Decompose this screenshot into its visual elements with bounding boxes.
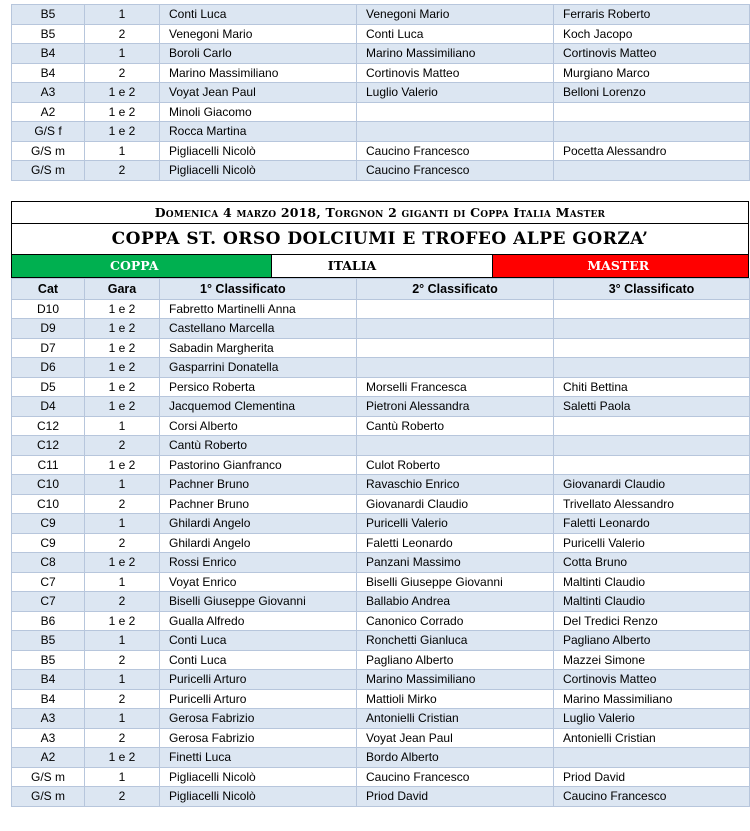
header-first: 1° Classificato: [160, 278, 357, 299]
header-cat: Cat: [12, 278, 85, 299]
table-row: [12, 533, 750, 553]
gara-cell: 2: [85, 494, 160, 514]
first-place-cell: Voyat Enrico: [160, 572, 357, 592]
table-row: [12, 787, 750, 807]
third-place-cell: Maltinti Claudio: [554, 572, 750, 592]
header-gara: Gara: [85, 278, 160, 299]
cat-cell: G/S m: [12, 787, 85, 807]
table-row: [12, 436, 750, 456]
third-place-cell: [554, 748, 750, 768]
cat-cell: B5: [12, 631, 85, 651]
third-place-cell: Murgiano Marco: [554, 63, 750, 83]
gara-cell: 1: [85, 141, 160, 161]
table-row: [12, 141, 750, 161]
cat-cell: A3: [12, 83, 85, 103]
cat-cell: D9: [12, 319, 85, 339]
third-place-cell: Trivellato Alessandro: [554, 494, 750, 514]
second-place-cell: [357, 299, 554, 319]
gara-cell: 1: [85, 5, 160, 25]
third-place-cell: Del Tredici Renzo: [554, 611, 750, 631]
table-row: [12, 689, 750, 709]
third-place-cell: [554, 299, 750, 319]
gara-cell: 1 e 2: [85, 122, 160, 142]
gara-cell: 1 e 2: [85, 455, 160, 475]
first-place-cell: Minoli Giacomo: [160, 102, 357, 122]
gara-cell: 2: [85, 24, 160, 44]
first-place-cell: Finetti Luca: [160, 748, 357, 768]
gara-cell: 2: [85, 161, 160, 181]
cat-cell: D6: [12, 358, 85, 378]
table-row: [12, 475, 750, 495]
third-place-cell: Giovanardi Claudio: [554, 475, 750, 495]
third-place-cell: Chiti Bettina: [554, 377, 750, 397]
third-place-cell: Koch Jacopo: [554, 24, 750, 44]
table-row: [12, 63, 750, 83]
cat-cell: D10: [12, 299, 85, 319]
trophy-title: COPPA ST. ORSO DOLCIUMI E TROFEO ALPE GORZA’: [11, 224, 749, 255]
first-place-cell: Ghilardi Angelo: [160, 514, 357, 534]
results-table: [11, 278, 750, 807]
third-place-cell: Saletti Paola: [554, 397, 750, 417]
first-place-cell: Rocca Martina: [160, 122, 357, 142]
first-place-cell: Conti Luca: [160, 631, 357, 651]
first-place-cell: Pigliacelli Nicolò: [160, 161, 357, 181]
first-place-cell: Venegoni Mario: [160, 24, 357, 44]
second-place-cell: Puricelli Valerio: [357, 514, 554, 534]
cat-cell: C11: [12, 455, 85, 475]
first-place-cell: Jacquemod Clementina: [160, 397, 357, 417]
gara-cell: 1: [85, 475, 160, 495]
third-place-cell: Faletti Leonardo: [554, 514, 750, 534]
cat-cell: B5: [12, 5, 85, 25]
cat-cell: A3: [12, 709, 85, 729]
gara-cell: 1 e 2: [85, 377, 160, 397]
gara-cell: 1: [85, 416, 160, 436]
first-place-cell: Gerosa Fabrizio: [160, 709, 357, 729]
cat-cell: G/S f: [12, 122, 85, 142]
second-place-cell: Marino Massimiliano: [357, 670, 554, 690]
cat-cell: D4: [12, 397, 85, 417]
gara-cell: 1: [85, 572, 160, 592]
gara-cell: 1 e 2: [85, 83, 160, 103]
cat-cell: C10: [12, 475, 85, 495]
third-place-cell: Caucino Francesco: [554, 787, 750, 807]
first-place-cell: Biselli Giuseppe Giovanni: [160, 592, 357, 612]
gara-cell: 1 e 2: [85, 299, 160, 319]
first-place-cell: Cantù Roberto: [160, 436, 357, 456]
cat-cell: B4: [12, 44, 85, 64]
third-place-cell: [554, 416, 750, 436]
gara-cell: 1 e 2: [85, 102, 160, 122]
cat-cell: D7: [12, 338, 85, 358]
band-italia: ITALIA: [271, 255, 494, 277]
table-row: [12, 631, 750, 651]
gara-cell: 1: [85, 670, 160, 690]
gara-cell: 1 e 2: [85, 319, 160, 339]
first-place-cell: Pigliacelli Nicolò: [160, 141, 357, 161]
race-title: Domenica 4 marzo 2018, Torgnon 2 giganti di Coppa Italia Master: [11, 201, 749, 224]
table-row: [12, 299, 750, 319]
cat-cell: C8: [12, 553, 85, 573]
third-place-cell: Pagliano Alberto: [554, 631, 750, 651]
first-place-cell: Sabadin Margherita: [160, 338, 357, 358]
gara-cell: 1 e 2: [85, 611, 160, 631]
second-place-cell: [357, 358, 554, 378]
gara-cell: 1 e 2: [85, 748, 160, 768]
third-place-cell: Antonielli Cristian: [554, 728, 750, 748]
table-header-row: [12, 278, 750, 299]
cat-cell: C7: [12, 592, 85, 612]
first-place-cell: Conti Luca: [160, 5, 357, 25]
second-place-cell: Culot Roberto: [357, 455, 554, 475]
first-place-cell: Pastorino Gianfranco: [160, 455, 357, 475]
cat-cell: G/S m: [12, 141, 85, 161]
second-place-cell: Marino Massimiliano: [357, 44, 554, 64]
third-place-cell: Maltinti Claudio: [554, 592, 750, 612]
third-place-cell: [554, 319, 750, 339]
cat-cell: C7: [12, 572, 85, 592]
cat-cell: C9: [12, 514, 85, 534]
gara-cell: 2: [85, 592, 160, 612]
cat-cell: B4: [12, 670, 85, 690]
table-row: [12, 709, 750, 729]
table-row: [12, 670, 750, 690]
cat-cell: C9: [12, 533, 85, 553]
table-row: [12, 553, 750, 573]
third-place-cell: Luglio Valerio: [554, 709, 750, 729]
second-place-cell: Cortinovis Matteo: [357, 63, 554, 83]
header-second: 2° Classificato: [357, 278, 554, 299]
cat-cell: B5: [12, 650, 85, 670]
first-place-cell: Gualla Alfredo: [160, 611, 357, 631]
second-place-cell: Ronchetti Gianluca: [357, 631, 554, 651]
table-row: [12, 494, 750, 514]
first-place-cell: Corsi Alberto: [160, 416, 357, 436]
previous-results-table: [11, 4, 750, 181]
third-place-cell: Cortinovis Matteo: [554, 44, 750, 64]
second-place-cell: Panzani Massimo: [357, 553, 554, 573]
band-coppa: COPPA: [12, 255, 271, 277]
table-row: [12, 83, 750, 103]
gara-cell: 2: [85, 63, 160, 83]
table-row: [12, 377, 750, 397]
second-place-cell: Cantù Roberto: [357, 416, 554, 436]
first-place-cell: Castellano Marcella: [160, 319, 357, 339]
third-place-cell: [554, 122, 750, 142]
second-place-cell: Caucino Francesco: [357, 161, 554, 181]
table-row: [12, 728, 750, 748]
gara-cell: 2: [85, 787, 160, 807]
third-place-cell: [554, 455, 750, 475]
second-place-cell: Mattioli Mirko: [357, 689, 554, 709]
cat-cell: C12: [12, 416, 85, 436]
cat-cell: G/S m: [12, 161, 85, 181]
cat-cell: B4: [12, 63, 85, 83]
cat-cell: C12: [12, 436, 85, 456]
gara-cell: 1: [85, 709, 160, 729]
second-place-cell: Faletti Leonardo: [357, 533, 554, 553]
third-place-cell: [554, 436, 750, 456]
third-place-cell: Ferraris Roberto: [554, 5, 750, 25]
third-place-cell: Priod David: [554, 767, 750, 787]
second-place-cell: Caucino Francesco: [357, 767, 554, 787]
table-row: [12, 592, 750, 612]
cat-cell: B4: [12, 689, 85, 709]
gara-cell: 1 e 2: [85, 358, 160, 378]
second-place-cell: Priod David: [357, 787, 554, 807]
third-place-cell: [554, 338, 750, 358]
third-place-cell: Mazzei Simone: [554, 650, 750, 670]
gara-cell: 1: [85, 514, 160, 534]
gara-cell: 1 e 2: [85, 553, 160, 573]
second-place-cell: Ballabio Andrea: [357, 592, 554, 612]
cat-cell: A2: [12, 748, 85, 768]
table-row: [12, 514, 750, 534]
cat-cell: G/S m: [12, 767, 85, 787]
cat-cell: B6: [12, 611, 85, 631]
table-row: [12, 122, 750, 142]
second-place-cell: Caucino Francesco: [357, 141, 554, 161]
second-place-cell: [357, 436, 554, 456]
third-place-cell: [554, 161, 750, 181]
second-place-cell: [357, 338, 554, 358]
gara-cell: 1 e 2: [85, 397, 160, 417]
gara-cell: 2: [85, 436, 160, 456]
table-row: [12, 572, 750, 592]
first-place-cell: Voyat Jean Paul: [160, 83, 357, 103]
table-row: [12, 102, 750, 122]
table-row: [12, 416, 750, 436]
third-place-cell: Marino Massimiliano: [554, 689, 750, 709]
table-row: [12, 397, 750, 417]
first-place-cell: Ghilardi Angelo: [160, 533, 357, 553]
third-place-cell: Puricelli Valerio: [554, 533, 750, 553]
first-place-cell: Rossi Enrico: [160, 553, 357, 573]
second-place-cell: [357, 102, 554, 122]
gara-cell: 1 e 2: [85, 338, 160, 358]
second-place-cell: Pagliano Alberto: [357, 650, 554, 670]
table-row: [12, 455, 750, 475]
second-place-cell: Biselli Giuseppe Giovanni: [357, 572, 554, 592]
first-place-cell: Puricelli Arturo: [160, 689, 357, 709]
first-place-cell: Boroli Carlo: [160, 44, 357, 64]
first-place-cell: Pigliacelli Nicolò: [160, 787, 357, 807]
second-place-cell: Pietroni Alessandra: [357, 397, 554, 417]
table-row: [12, 44, 750, 64]
cat-cell: B5: [12, 24, 85, 44]
first-place-cell: Fabretto Martinelli Anna: [160, 299, 357, 319]
table-row: [12, 611, 750, 631]
second-place-cell: Bordo Alberto: [357, 748, 554, 768]
table-row: [12, 5, 750, 25]
gara-cell: 1: [85, 631, 160, 651]
table-row: [12, 748, 750, 768]
third-place-cell: Cortinovis Matteo: [554, 670, 750, 690]
first-place-cell: Conti Luca: [160, 650, 357, 670]
second-place-cell: Canonico Corrado: [357, 611, 554, 631]
third-place-cell: Belloni Lorenzo: [554, 83, 750, 103]
second-place-cell: Giovanardi Claudio: [357, 494, 554, 514]
gara-cell: 1: [85, 767, 160, 787]
first-place-cell: Marino Massimiliano: [160, 63, 357, 83]
third-place-cell: Cotta Bruno: [554, 553, 750, 573]
third-place-cell: [554, 358, 750, 378]
header-third: 3° Classificato: [554, 278, 750, 299]
second-place-cell: [357, 122, 554, 142]
second-place-cell: Morselli Francesca: [357, 377, 554, 397]
first-place-cell: Pachner Bruno: [160, 494, 357, 514]
cat-cell: D5: [12, 377, 85, 397]
cat-cell: A2: [12, 102, 85, 122]
gara-cell: 2: [85, 728, 160, 748]
band-master: MASTER: [493, 255, 748, 277]
race-header: [11, 201, 749, 278]
flag-band: [11, 255, 749, 278]
first-place-cell: Pachner Bruno: [160, 475, 357, 495]
second-place-cell: Ravaschio Enrico: [357, 475, 554, 495]
table-row: [12, 358, 750, 378]
first-place-cell: Gerosa Fabrizio: [160, 728, 357, 748]
cat-cell: C10: [12, 494, 85, 514]
second-place-cell: Luglio Valerio: [357, 83, 554, 103]
cat-cell: A3: [12, 728, 85, 748]
third-place-cell: [554, 102, 750, 122]
second-place-cell: Venegoni Mario: [357, 5, 554, 25]
second-place-cell: Voyat Jean Paul: [357, 728, 554, 748]
table-row: [12, 161, 750, 181]
gara-cell: 1: [85, 44, 160, 64]
gara-cell: 2: [85, 689, 160, 709]
gara-cell: 2: [85, 533, 160, 553]
table-row: [12, 319, 750, 339]
first-place-cell: Pigliacelli Nicolò: [160, 767, 357, 787]
second-place-cell: [357, 319, 554, 339]
first-place-cell: Gasparrini Donatella: [160, 358, 357, 378]
first-place-cell: Persico Roberta: [160, 377, 357, 397]
gara-cell: 2: [85, 650, 160, 670]
second-place-cell: Conti Luca: [357, 24, 554, 44]
third-place-cell: Pocetta Alessandro: [554, 141, 750, 161]
table-row: [12, 24, 750, 44]
table-row: [12, 767, 750, 787]
second-place-cell: Antonielli Cristian: [357, 709, 554, 729]
table-row: [12, 650, 750, 670]
table-row: [12, 338, 750, 358]
first-place-cell: Puricelli Arturo: [160, 670, 357, 690]
